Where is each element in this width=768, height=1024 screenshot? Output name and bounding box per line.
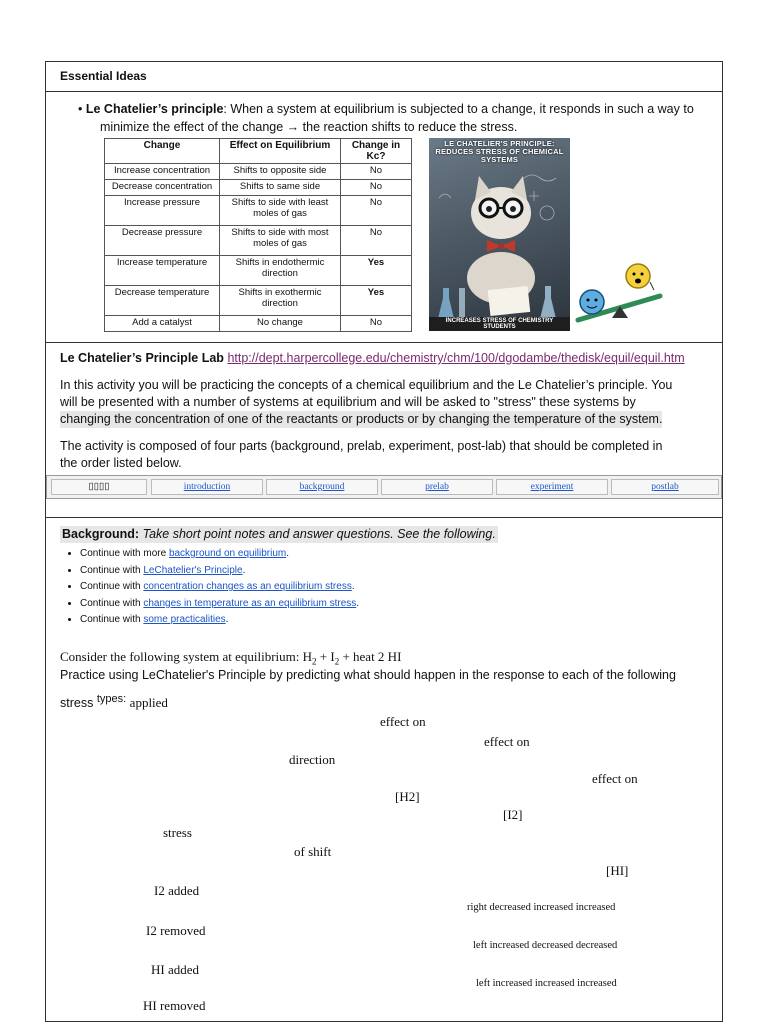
table-cell: Decrease temperature <box>105 286 220 316</box>
table-row <box>105 180 412 196</box>
practice-text: Practice using LeChatelier's Principle by predicting what should happen in the response to each of the following <box>60 668 676 682</box>
table-row <box>105 316 412 332</box>
col-label-h2: [H2] <box>395 789 420 804</box>
lab-p2-line: The activity is composed of four parts (background, prelab, experiment, post-lab) that should be completed in <box>60 439 663 453</box>
list-item: • Continue with more background on equilibrium. <box>80 546 359 563</box>
chemistry-cat-meme <box>429 138 570 331</box>
table-header: Change <box>105 139 220 164</box>
background-link[interactable]: concentration changes as an equilibrium stress <box>143 581 352 592</box>
table-cell: Shifts in endothermic direction <box>220 256 341 286</box>
table-cell: No <box>341 196 412 226</box>
nav-prelab[interactable] <box>381 479 493 495</box>
divider <box>45 517 723 518</box>
table-row <box>105 196 412 226</box>
stress-row-label: I2 added <box>154 883 200 898</box>
background-link[interactable]: LeChatelier's Principle <box>143 564 243 576</box>
divider <box>45 91 723 92</box>
applied-label: applied <box>129 695 168 711</box>
list-prefix: Continue with <box>80 564 141 576</box>
nav-link-label[interactable]: postlab <box>651 482 679 492</box>
lab-p1-line: In this activity you will be practicing the concepts of a chemical equilibrium and the Le Chatelier’s principle. You <box>60 378 673 392</box>
principle-text-1: : When a system at equilibrium is subjected to a change, it responds in such a way to <box>223 102 694 116</box>
background-heading <box>60 526 498 543</box>
table-cell: Shifts to same side <box>220 180 341 196</box>
nav-experiment[interactable] <box>496 479 608 495</box>
lab-p1-line: changing the concentration of one of the reactants or products or by changing the temperature of the system. <box>60 412 663 426</box>
list-prefix: Continue with <box>80 597 141 609</box>
equilibrium-statement <box>60 649 401 667</box>
eq-end: + heat 2 HI <box>339 649 402 664</box>
lab-nav-bar <box>46 475 722 499</box>
table-cell: Decrease pressure <box>105 226 220 256</box>
stress-row-label: I2 removed <box>146 923 206 938</box>
divider <box>45 342 723 343</box>
table-cell: Shifts to side with most moles of gas <box>220 226 341 256</box>
background-link[interactable]: background on equilibrium <box>168 548 287 559</box>
list-prefix: Continue with <box>80 614 141 625</box>
col-label-effect-on: effect on <box>380 714 426 729</box>
table-cell: Increase concentration <box>105 164 220 180</box>
lab-paragraph-1 <box>60 377 720 428</box>
lab-heading <box>60 350 720 367</box>
types-label: types: <box>96 693 127 705</box>
essential-heading: Essential Ideas <box>60 69 147 83</box>
consider-text: Consider the following system at equilibrium: H <box>60 649 313 664</box>
eq-mid: + I <box>316 649 335 664</box>
stress-row-answer: left increased increased increased <box>476 978 617 989</box>
lab-p2-line: the order listed below. <box>60 456 182 470</box>
lab-paragraph-2 <box>60 438 720 472</box>
principle-bullet <box>78 101 718 118</box>
stress-row-label: HI removed <box>143 998 206 1013</box>
background-label: Background: <box>62 527 140 541</box>
background-link[interactable]: changes in temperature as an equilibrium stress <box>143 597 357 609</box>
list-item: • Continue with concentration changes as an equilibrium stress. <box>80 579 359 596</box>
table-cell: Shifts to side with least moles of gas <box>220 196 341 226</box>
table-cell: Increase pressure <box>105 196 220 226</box>
list-item: • Continue with changes in temperature as an equilibrium stress. <box>80 596 359 613</box>
stress-label: stress <box>60 696 94 711</box>
table-cell: Shifts to opposite side <box>220 164 341 180</box>
nav-postlab[interactable] <box>611 479 719 495</box>
table-cell: No <box>341 226 412 256</box>
lab-p1-line: will be presented with a number of systems at equilibrium and will be asked to "stress" these systems by <box>60 395 636 409</box>
list-prefix: Continue with more <box>80 548 167 559</box>
table-cell: Yes <box>341 256 412 286</box>
stress-row-answer: right decreased increased increased <box>467 902 616 913</box>
principle-text-2: minimize the effect of the change → the reaction shifts to reduce the stress. <box>100 120 518 134</box>
nav-background[interactable] <box>266 479 378 495</box>
table-cell: Shifts in exothermic direction <box>220 286 341 316</box>
list-prefix: Continue with <box>80 581 141 592</box>
principle-term: Le Chatelier’s principle <box>85 102 224 116</box>
meme-caption-top: LE CHATELIER'S PRINCIPLE: REDUCES STRESS OF CHEMICAL SYSTEMS <box>435 139 564 164</box>
col-label-stress: stress <box>163 825 192 840</box>
background-link-list <box>60 546 359 629</box>
subscript: 2 <box>334 656 340 667</box>
stress-row-answer: left increased decreased decreased <box>473 940 618 951</box>
col-label-effect-on: effect on <box>484 734 530 749</box>
stress-word <box>60 693 168 711</box>
nav-link-label[interactable]: experiment <box>530 482 574 492</box>
list-item: • Continue with LeChatelier's Principle. <box>80 563 359 580</box>
background-link[interactable]: some practicalities <box>143 614 226 625</box>
table-row <box>105 256 412 286</box>
meme-caption-bottom: INCREASES STRESS OF CHEMISTRY STUDENTS <box>429 317 570 331</box>
subscript: 2 <box>312 656 317 667</box>
list-item: • Continue with some practicalities. <box>80 612 359 629</box>
nav-link-label[interactable]: background <box>299 482 345 492</box>
cat-illustration <box>429 138 570 331</box>
table-row <box>105 164 412 180</box>
nav-link-label[interactable]: prelab <box>425 482 449 492</box>
table-cell: Decrease concentration <box>105 180 220 196</box>
col-label-hi: [HI] <box>606 863 629 878</box>
table-row <box>105 286 412 316</box>
table-cell: Yes <box>341 286 412 316</box>
table-cell: Increase temperature <box>105 256 220 286</box>
table-cell: No <box>341 164 412 180</box>
col-label-i2: [I2] <box>503 807 523 822</box>
seesaw-cartoon <box>572 262 664 326</box>
nav-link-label[interactable]: introduction <box>183 482 231 492</box>
table-header: Effect on Equilibrium <box>220 139 341 164</box>
table-header: Change in Kc? <box>341 139 412 164</box>
background-instruction: Take short point notes and answer questions. See the following. <box>142 527 496 541</box>
stress-row-label: HI added <box>151 962 200 977</box>
col-label-direction: direction <box>289 752 336 767</box>
col-label-effect-on: effect on <box>592 771 638 786</box>
nav-logo: ▯▯▯▯ <box>51 479 147 495</box>
table-cell: No <box>341 316 412 332</box>
lab-url-link[interactable]: http://dept.harpercollege.edu/chemistry/chm/100/dgodambe/thedisk/equil/equil.htm <box>227 351 685 365</box>
principle-table <box>104 138 412 332</box>
col-label-of-shift: of shift <box>294 844 332 859</box>
table-row <box>105 226 412 256</box>
table-cell: No <box>341 180 412 196</box>
table-cell: No change <box>220 316 341 332</box>
table-cell: Add a catalyst <box>105 316 220 332</box>
bullet-dot: • <box>78 102 86 116</box>
lab-title: Le Chatelier’s Principle Lab <box>60 351 224 365</box>
nav-introduction[interactable] <box>151 479 263 495</box>
table-header-row <box>105 139 412 164</box>
